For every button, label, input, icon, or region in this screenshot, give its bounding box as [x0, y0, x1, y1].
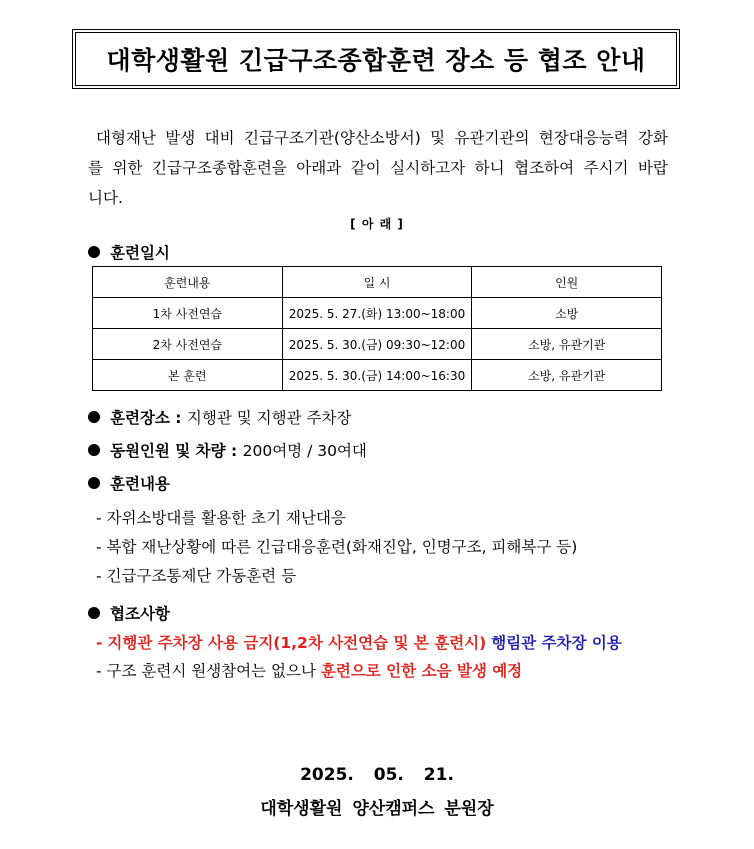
table-header-cell: 훈련내용 [93, 267, 283, 298]
location-heading [88, 406, 351, 428]
content-heading-label: 훈련내용 [110, 475, 170, 493]
table-cell: 1차 사전연습 [93, 298, 283, 329]
bullet-icon [88, 607, 100, 619]
bullet-icon [88, 444, 100, 456]
cooperation-item-1 [96, 631, 622, 653]
table-header-cell: 일 시 [282, 267, 472, 298]
mobilization-heading [88, 439, 367, 461]
list-item: - 복합 재난상황에 따른 긴급대응훈련(화재진압, 인명구조, 피해복구 등) [96, 538, 578, 556]
table-cell: 소방 [472, 298, 662, 329]
cooperation-heading [88, 602, 170, 624]
content-heading [88, 472, 170, 494]
table-header-cell: 인원 [472, 267, 662, 298]
title-box [72, 29, 680, 89]
bullet-icon [88, 477, 100, 489]
table-row [93, 298, 662, 329]
no-participation-text: - 구조 훈련시 원생참여는 없으나 [96, 662, 316, 680]
table-cell: 2차 사전연습 [93, 329, 283, 360]
table-cell: 2025. 5. 27.(화) 13:00~18:00 [282, 298, 472, 329]
list-item: - 자위소방대를 활용한 초기 재난대응 [96, 509, 346, 527]
schedule-table [92, 266, 662, 391]
bullet-icon [88, 411, 100, 423]
schedule-heading [88, 241, 170, 263]
table-row [93, 329, 662, 360]
intro-text: 대형재난 발생 대비 긴급구조기관(양산소방서) 및 유관기관의 현장대응능력 강화를 위한 긴급구조종합훈련을 아래과 같이 실시하고자 하니 협조하여 주시기 바랍니다. [88, 129, 668, 207]
table-cell: 본 훈련 [93, 360, 283, 391]
mobilization-value: 200여명 / 30여대 [242, 442, 367, 460]
cooperation-item-2 [96, 659, 522, 681]
table-cell: 2025. 5. 30.(금) 14:00~16:30 [282, 360, 472, 391]
cooperation-heading-label: 협조사항 [110, 605, 170, 623]
page-title: 대학생활원 긴급구조종합훈련 장소 등 협조 안내 [75, 32, 677, 86]
table-header-row [93, 267, 662, 298]
parking-ban-text: 지행관 주차장 사용 금지(1,2차 사전연습 및 본 훈련시) [107, 634, 487, 652]
location-label: 훈련장소 : [110, 409, 182, 427]
below-label: [ 아 래 ] [350, 217, 404, 231]
noise-notice-text: 훈련으로 인한 소음 발생 예정 [320, 662, 523, 680]
location-value: 지행관 및 지행관 주차장 [186, 409, 352, 427]
table-cell: 소방, 유관기관 [472, 329, 662, 360]
table-cell: 소방, 유관기관 [472, 360, 662, 391]
list-item: - 긴급구조통제단 가동훈련 등 [96, 567, 297, 585]
table-cell: 2025. 5. 30.(금) 09:30~12:00 [282, 329, 472, 360]
footer-date: 2025. 05. 21. [300, 765, 454, 785]
mobilization-label: 동원인원 및 차량 : [110, 442, 238, 460]
schedule-heading-label: 훈련일시 [110, 244, 170, 262]
bullet-icon [88, 246, 100, 258]
intro-paragraph [88, 123, 668, 213]
table-row [93, 360, 662, 391]
dash: - [96, 634, 103, 652]
footer-org: 대학생활원 양산캠퍼스 분원장 [260, 799, 494, 819]
alt-parking-text: 행림관 주차장 이용 [491, 634, 622, 652]
